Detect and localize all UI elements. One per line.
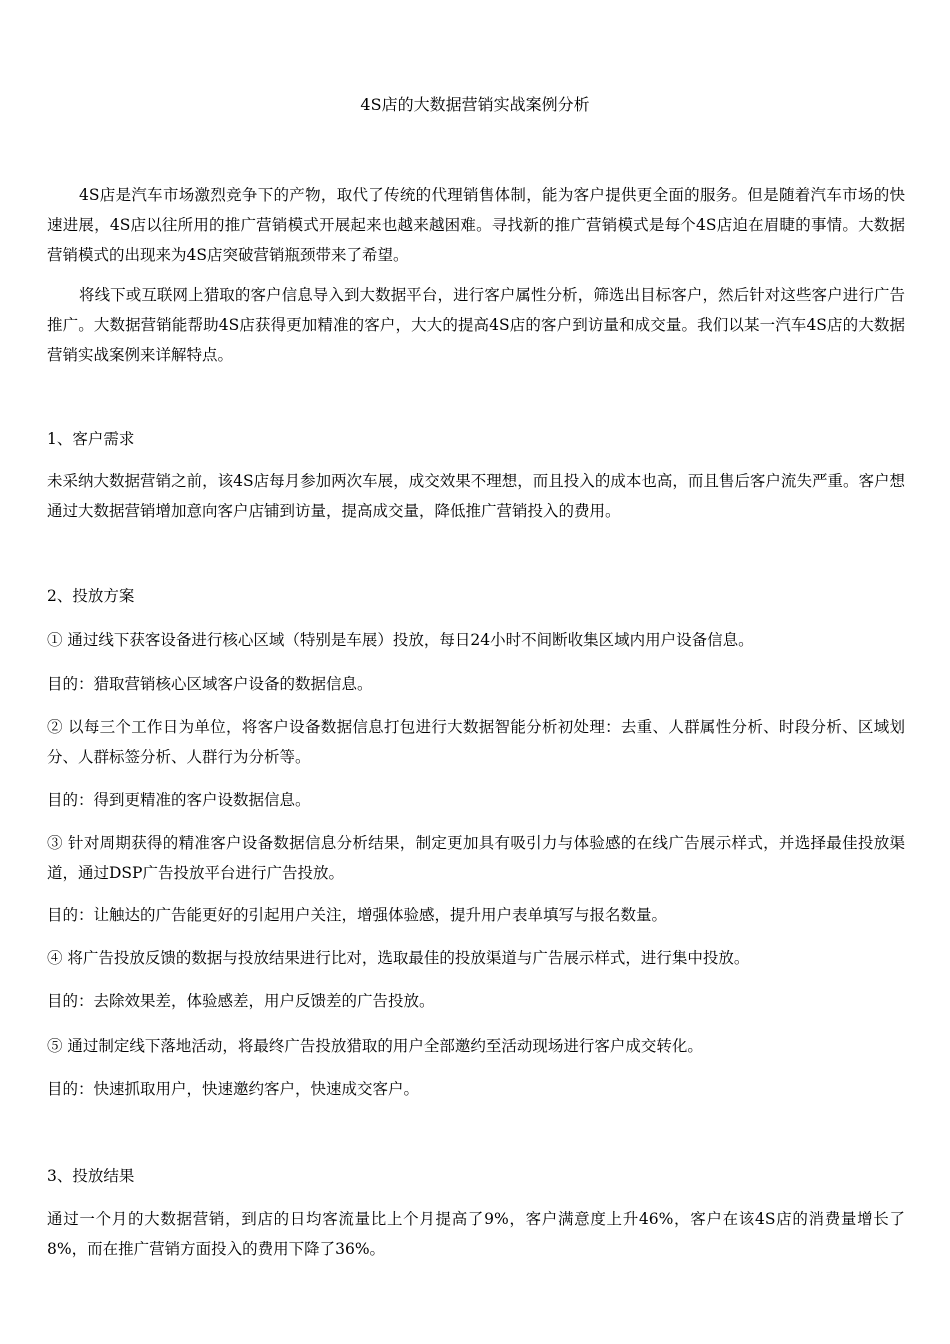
intro-paragraph-2: 将线下或互联网上猎取的客户信息导入到大数据平台，进行客户属性分析，筛选出目标客户，然后针对这些客户进行广告推广。大数据营销能帮助4S店获得更加精准的客户，大大的提高4S店的客户到访量和成交量。我们以某一汽车4S店的大数据营销实战案例来详解特点。	[47, 286, 905, 364]
plan-item-5: ⑤ 通过制定线下落地活动，将最终广告投放猎取的用户全部邀约至活动现场进行客户成交转化。	[47, 1037, 703, 1055]
document-title: 4S店的大数据营销实战案例分析	[360, 95, 590, 114]
plan-item-1: ① 通过线下获客设备进行核心区域（特别是车展）投放，每日24小时不间断收集区域内用户设备信息。	[47, 631, 754, 649]
plan-goal-1: 目的：猎取营销核心区域客户设备的数据信息。	[47, 675, 373, 693]
plan-goal-4: 目的：去除效果差，体验感差，用户反馈差的广告投放。	[47, 992, 435, 1010]
section-2-heading: 2、投放方案	[47, 587, 135, 605]
section-3-body: 通过一个月的大数据营销，到店的日均客流量比上个月提高了9%，客户满意度上升46%，客户在该4S店的消费量增长了8%，而在推广营销方面投入的费用下降了36%。	[47, 1210, 905, 1258]
plan-goal-5: 目的：快速抓取用户，快速邀约客户，快速成交客户。	[47, 1080, 420, 1098]
plan-goal-3: 目的：让触达的广告能更好的引起用户关注，增强体验感，提升用户表单填写与报名数量。	[47, 906, 668, 924]
section-1-heading: 1、客户需求	[47, 430, 135, 448]
plan-item-3: ③ 针对周期获得的精准客户设备数据信息分析结果，制定更加具有吸引力与体验感的在线广告展示样式，并选择最佳投放渠道，通过DSP广告投放平台进行广告投放。	[47, 834, 905, 882]
intro-paragraph-1: 4S店是汽车市场激烈竞争下的产物，取代了传统的代理销售体制，能为客户提供更全面的服务。但是随着汽车市场的快速进展，4S店以往所用的推广营销模式开展起来也越来越困难。寻找新的推广营销模式是每个4S店迫在眉睫的事情。大数据营销模式的出现来为4S店突破营销瓶颈带来了希望。	[47, 186, 905, 264]
section-1-body: 未采纳大数据营销之前，该4S店每月参加两次车展，成交效果不理想，而且投入的成本也高，而且售后客户流失严重。客户想通过大数据营销增加意向客户店铺到访量，提高成交量，降低推广营销投入的费用。	[47, 472, 905, 520]
plan-item-4: ④ 将广告投放反馈的数据与投放结果进行比对，选取最佳的投放渠道与广告展示样式，进行集中投放。	[47, 949, 750, 967]
plan-item-2: ② 以每三个工作日为单位，将客户设备数据信息打包进行大数据智能分析初处理：去重、人群属性分析、时段分析、区域划分、人群标签分析、人群行为分析等。	[47, 718, 905, 766]
plan-goal-2: 目的：得到更精准的客户设数据信息。	[47, 791, 311, 809]
section-3-heading: 3、投放结果	[47, 1167, 135, 1185]
